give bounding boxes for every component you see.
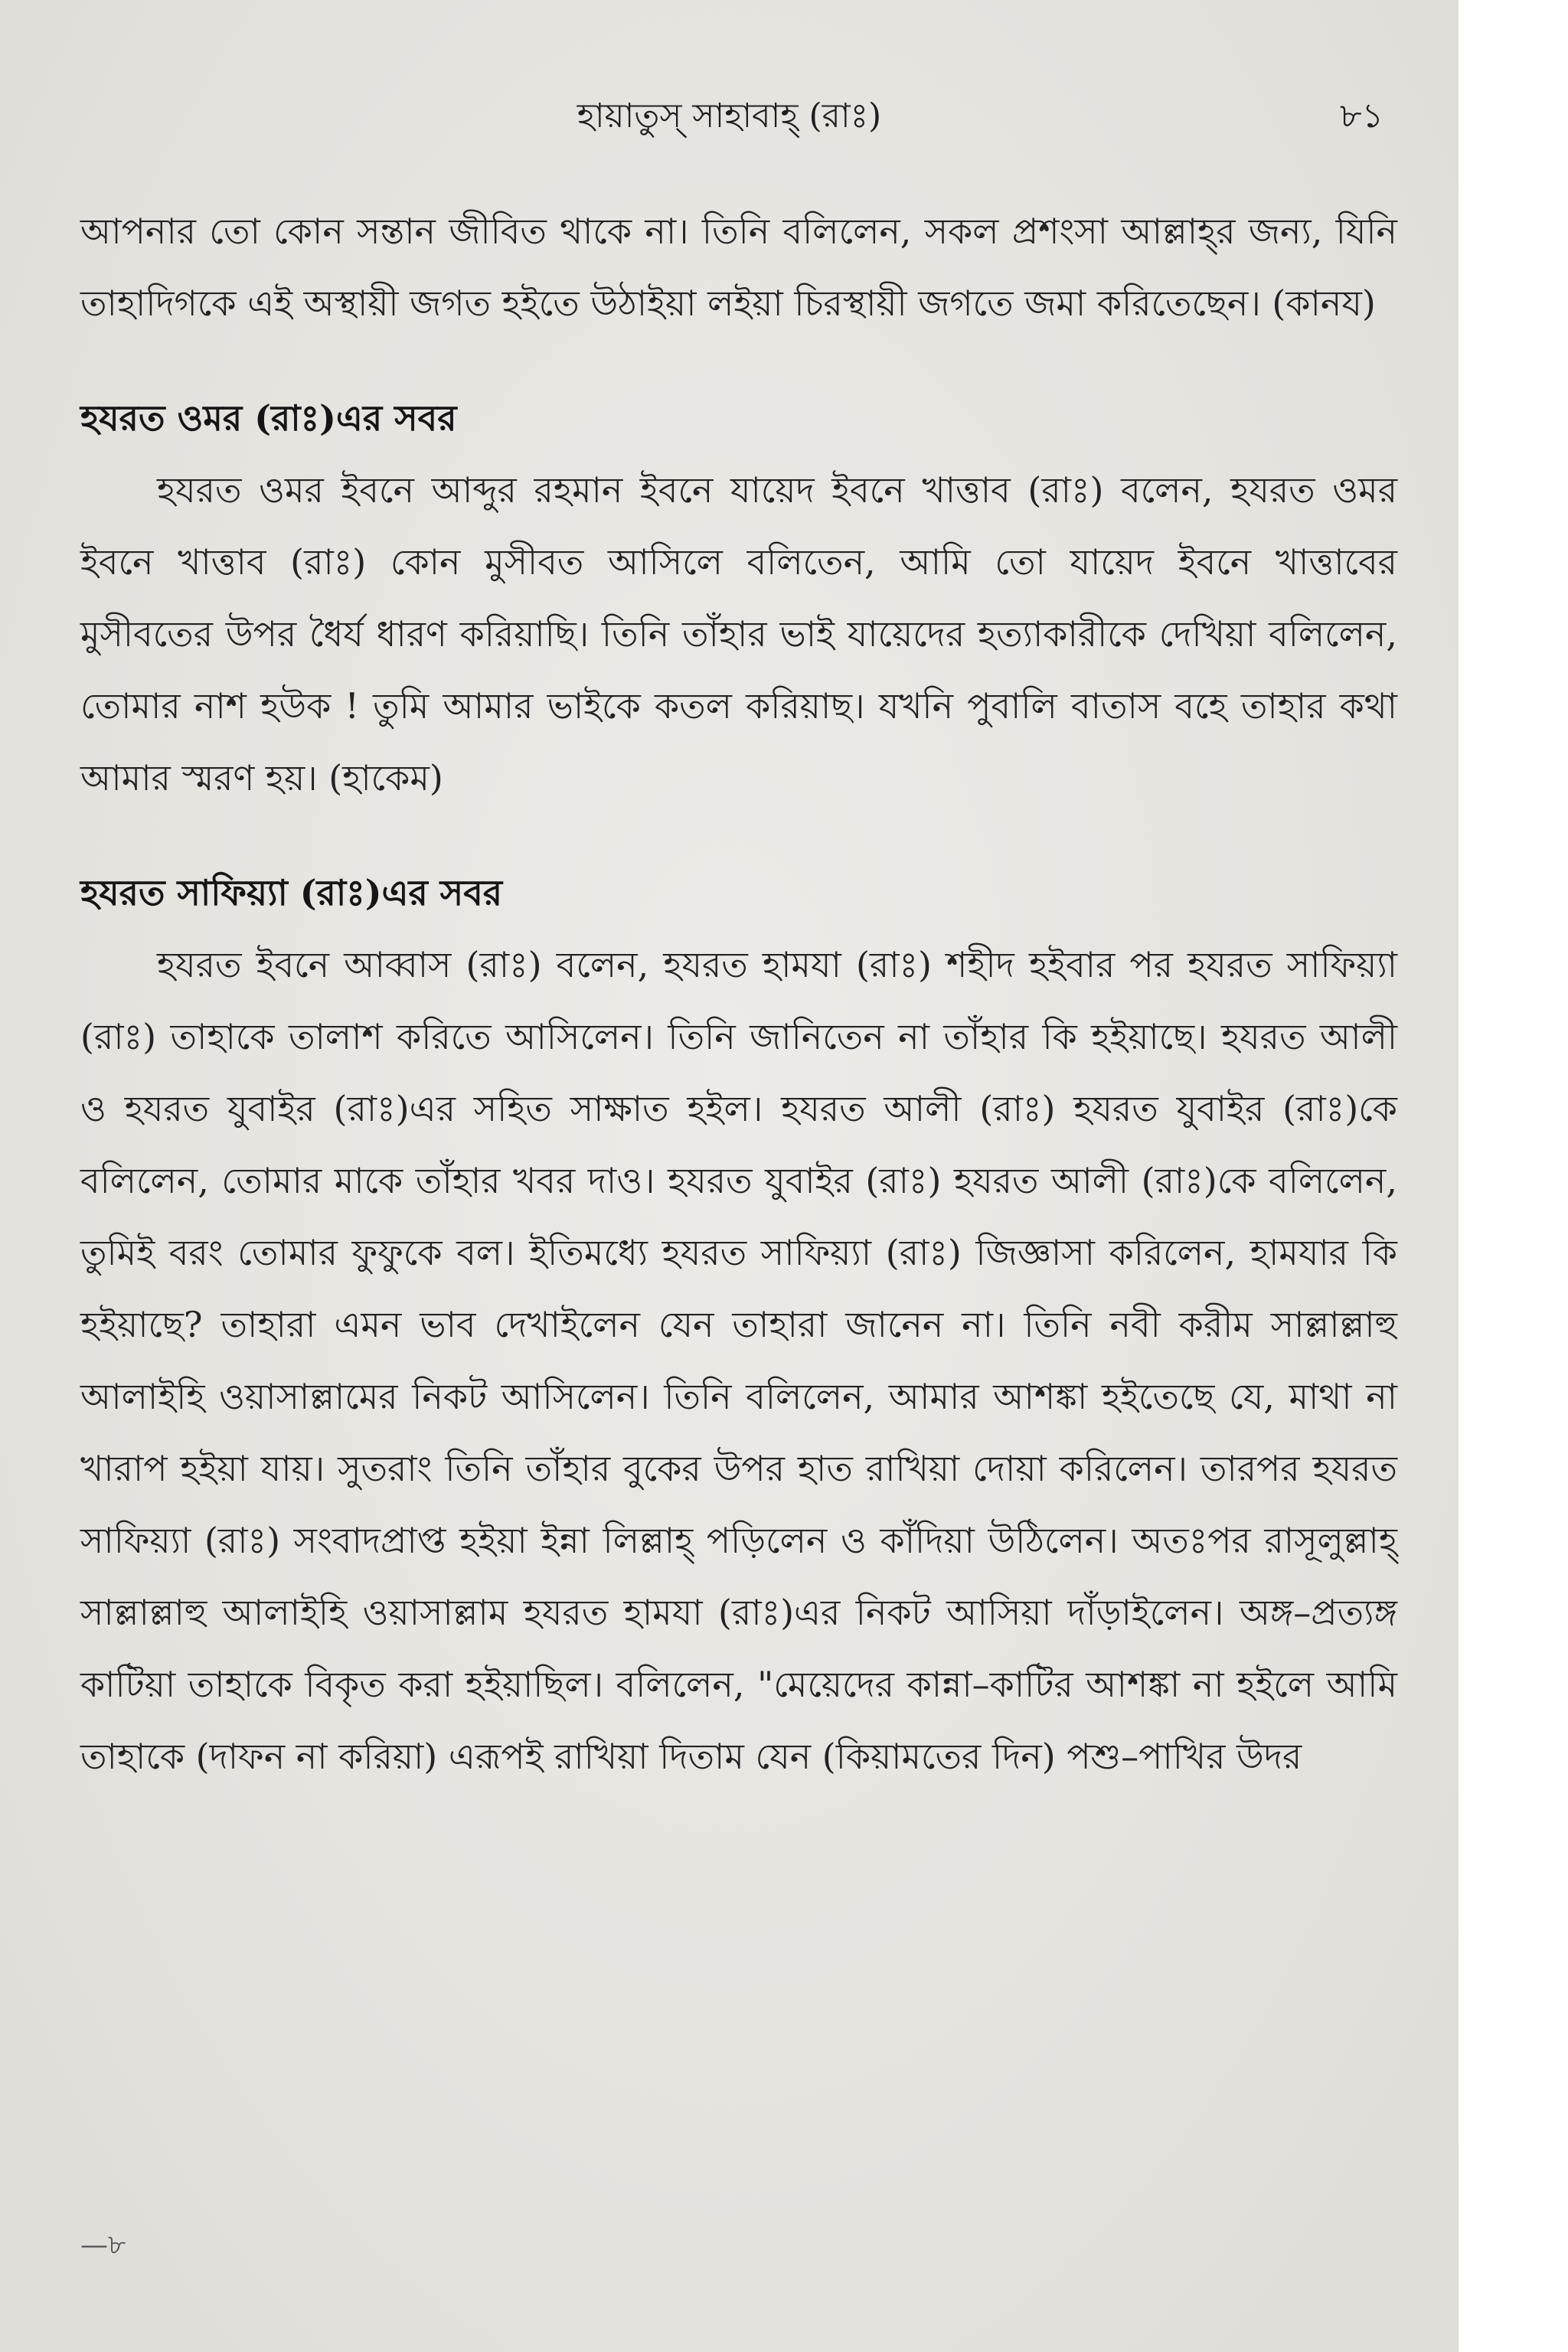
footer-signature-mark: —৮ [80,2230,126,2261]
paragraph-safiyya: হযরত ইবনে আব্বাস (রাঃ) বলেন, হযরত হামযা (রাঃ) শহীদ হইবার পর হযরত সাফিয়্যা (রাঃ) তাহাকে তালাশ করিতে আসিলেন। তিনি জানিতেন না তাঁহার কি হইয়াছে। হযরত আলী ও হযরত যুবাইর (রাঃ)এর সহিত সাক্ষাত হইল। হযরত আলী (রাঃ) হযরত যুবাইর (রাঃ)কে বলিলেন, তোমার মাকে তাঁহার খবর দাও। হযরত যুবাইর (রাঃ) হযরত আলী (রাঃ)কে বলিলেন, তুমিই বরং তোমার ফুফুকে বল। ইতিমধ্যে হযরত সাফিয়্যা (রাঃ) জিজ্ঞাসা করিলেন, হামযার কি হইয়াছে? তাহারা এমন ভাব দেখাইলেন যেন তাহারা জানেন না। তিনি নবী করীম সাল্লাল্লাহু আলাইহি ওয়াসাল্লামের নিকট আসিলেন। তিনি বলিলেন, আমার আশঙ্কা হইতেছে যে, মাথা না খারাপ হইয়া যায়। সুতরাং তিনি তাঁহার বুকের উপর হাত রাখিয়া দোয়া করিলেন। তারপর হযরত সাফিয়্যা (রাঃ) সংবাদপ্রাপ্ত হইয়া ইন্না লিল্লাহ্ পড়িলেন ও কাঁদিয়া উঠিলেন। অতঃপর রাসূলুল্লাহ্ সাল্লাল্লাহু আলাইহি ওয়াসাল্লাম হযরত হামযা (রাঃ)এর নিকট আসিয়া দাঁড়াইলেন। অঙ্গ–প্রত্যঙ্গ কাটিয়া তাহাকে বিকৃত করা হইয়াছিল। বলিলেন, "মেয়েদের কান্না–কাটির আশঙ্কা না হইলে আমি তাহাকে (দাফন না করিয়া) এরূপই রাখিয়া দিতাম যেন (কিয়ামতের দিন) পশু–পাখির উদর [80,944,1397,1777]
running-head-title: হায়াতুস্ সাহাবাহ্ (রাঃ) [577,96,882,136]
section-gap [80,339,1397,382]
page-number: ৮১ [1340,96,1384,136]
section-heading-safiyya: হযরত সাফিয়্যা (রাঃ)এর সবর [80,872,503,913]
paragraph-omar: হযরত ওমর ইবনে আব্দুর রহমান ইবনে যায়েদ ইবনে খাত্তাব (রাঃ) বলেন, হযরত ওমর ইবনে খাত্তাব (রাঃ) কোন মুসীবত আসিলে বলিতেন, আমি তো যায়েদ ইবনে খাত্তাবের মুসীবতের উপর ধৈর্য ধারণ করিয়াছি। তিনি তাঁহার ভাই যায়েদের হত্যাকারীকে দেখিয়া বলিলেন, তোমার নাশ হউক ! তুমি আমার ভাইকে কতল করিয়াছ। যখনি পুবালি বাতাস বহে তাহার কথা আমার স্মরণ হয়। (হাকেম) [80,469,1397,799]
section-gap [80,814,1397,857]
section-heading-omar: হযরত ওমর (রাঃ)এর সবর [80,397,457,439]
page-margin-edge [1459,0,1568,2352]
paragraph-continuation: আপনার তো কোন সন্তান জীবিত থাকে না। তিনি বলিলেন, সকল প্রশংসা আল্লাহ্‌র জন্য, যিনি তাহাদিগকে এই অস্থায়ী জগত হইতে উঠাইয়া লইয়া চিরস্থায়ী জগতে জমা করিতেছেন। (কানয) [80,211,1397,324]
body-text [80,195,1397,1792]
